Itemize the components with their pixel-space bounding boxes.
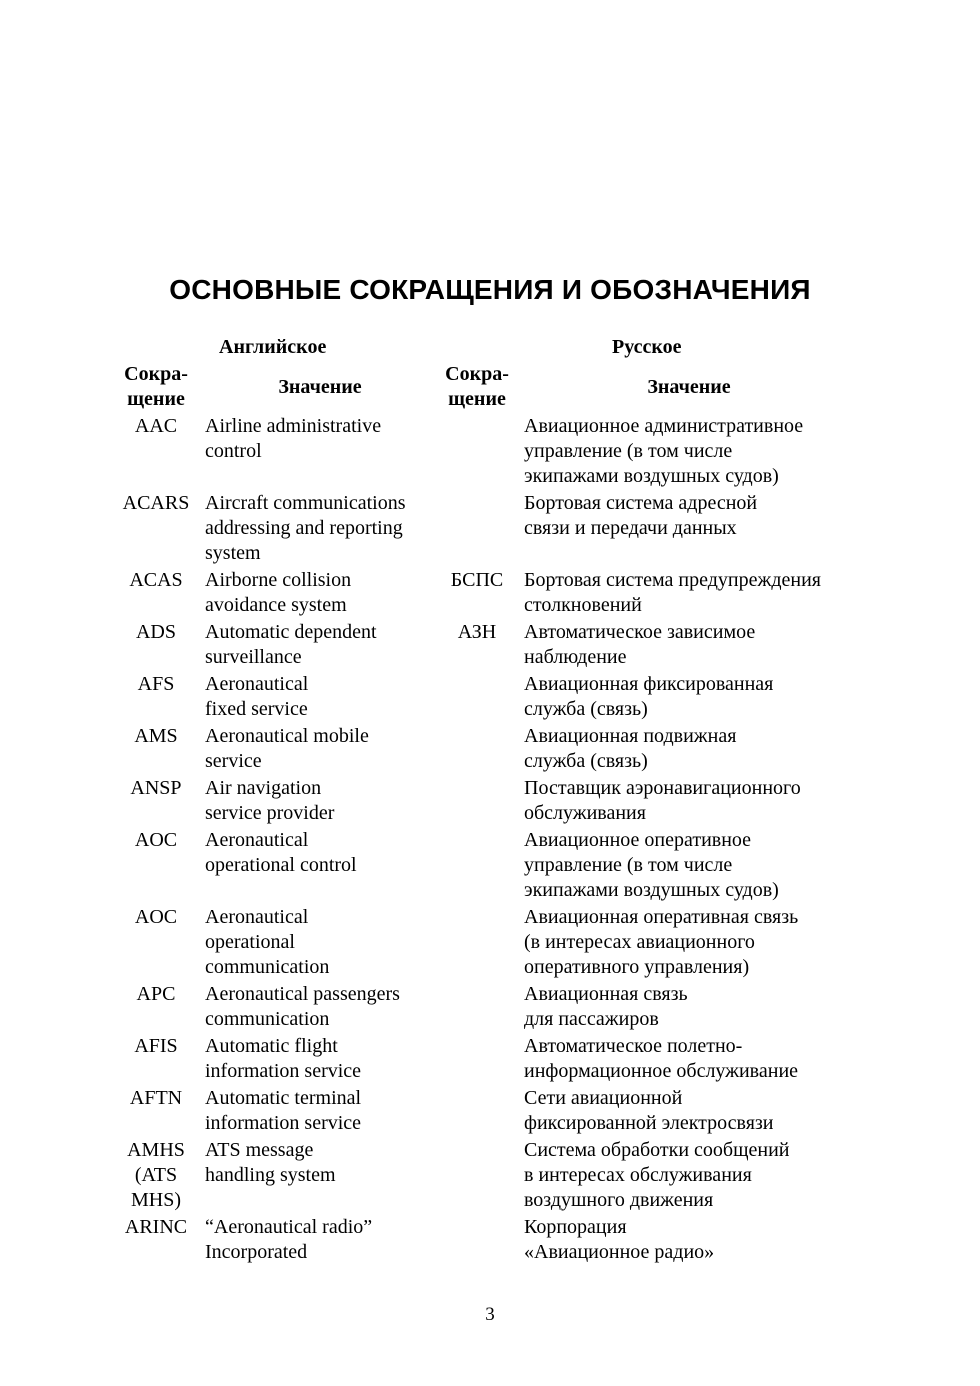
row-meaning-en: Aeronautical operational control <box>205 829 357 876</box>
row-meaning-ru: Сети авиационной фиксированной электросвязи <box>524 1087 774 1134</box>
row-meaning-en: Aircraft communications addressing and reporting system <box>205 492 406 564</box>
table-row <box>116 776 856 828</box>
abbreviations-table <box>116 334 856 1267</box>
row-abbr-en: ANSP <box>130 777 182 799</box>
row-meaning-en: Aeronautical passengers communication <box>205 983 400 1030</box>
row-meaning-en: Aeronautical fixed service <box>205 673 309 720</box>
header-meaning-ru: Значение <box>647 376 731 398</box>
row-meaning-ru: Авиационная фиксированная служба (связь) <box>524 673 774 720</box>
row-meaning-en: Automatic dependent surveillance <box>205 621 377 668</box>
table-row <box>116 905 856 982</box>
row-abbr-ru: БСПС <box>450 569 504 591</box>
table-row <box>116 724 856 776</box>
row-meaning-ru: Авиационная оперативная связь (в интересах авиационного оперативного управления) <box>524 906 799 978</box>
group-header-row <box>116 334 856 362</box>
row-abbr-en: ACARS <box>122 492 190 514</box>
table-row <box>116 1138 856 1215</box>
row-meaning-ru: Бортовая система адресной связи и передачи данных <box>524 492 758 539</box>
row-meaning-en: Air navigation service provider <box>205 777 335 824</box>
row-meaning-ru: Система обработки сообщений в интересах обслуживания воздушного движения <box>524 1139 790 1211</box>
row-meaning-ru: Поставщик аэронавигационного обслуживания <box>524 777 801 824</box>
table-row <box>116 1215 856 1267</box>
row-meaning-en: Aeronautical operational communication <box>205 906 330 978</box>
row-meaning-en: Aeronautical mobile service <box>205 725 369 772</box>
row-meaning-en: Automatic flight information service <box>205 1035 362 1082</box>
row-abbr-en: AMHS (ATS MHS) <box>127 1139 185 1211</box>
row-abbr-en: AOC <box>134 829 178 851</box>
row-abbr-ru: АЗН <box>457 621 497 643</box>
header-abbr-ru: Сокра- щение <box>445 363 509 410</box>
group-english: Английское <box>219 336 327 358</box>
row-meaning-ru: Авиационное оперативное управление (в том числе экипажами воздушных судов) <box>524 829 779 901</box>
table-row <box>116 414 856 491</box>
row-abbr-en: AOC <box>134 906 178 928</box>
table-row <box>116 568 856 620</box>
table-row <box>116 828 856 905</box>
row-abbr-en: ADS <box>135 621 176 643</box>
table-body <box>116 414 856 1267</box>
row-meaning-ru: Автоматическое полетно- информационное обслуживание <box>524 1035 799 1082</box>
row-meaning-en: “Aeronautical radio” Incorporated <box>205 1216 373 1263</box>
row-meaning-ru: Авиационная подвижная служба (связь) <box>524 725 737 772</box>
table-row <box>116 620 856 672</box>
row-abbr-en: AFS <box>137 673 175 695</box>
table-row <box>116 491 856 568</box>
table-row <box>116 1086 856 1138</box>
page-number: 3 <box>485 1304 495 1325</box>
header-abbr-en: Сокра- щение <box>124 363 188 410</box>
row-abbr-en: APC <box>136 983 176 1005</box>
table-row <box>116 1034 856 1086</box>
row-meaning-en: Airborne collision avoidance system <box>205 569 352 616</box>
row-abbr-en: ACAS <box>129 569 183 591</box>
column-header-row <box>116 362 856 414</box>
row-abbr-en: AMS <box>134 725 178 747</box>
row-abbr-en: AFIS <box>134 1035 178 1057</box>
row-meaning-en: ATS message handling system <box>205 1139 336 1186</box>
page-title: ОСНОВНЫЕ СОКРАЩЕНИЯ И ОБОЗНАЧЕНИЯ <box>169 274 811 305</box>
row-meaning-ru: Корпорация «Авиационное радио» <box>524 1216 715 1263</box>
row-meaning-ru: Авиационная связь для пассажиров <box>524 983 688 1030</box>
group-russian: Русское <box>612 336 682 358</box>
row-meaning-ru: Бортовая система предупреждения столкновений <box>524 569 821 616</box>
row-abbr-en: AAC <box>134 415 178 437</box>
row-meaning-en: Airline administrative control <box>205 415 382 462</box>
header-meaning-en: Значение <box>278 376 362 398</box>
row-abbr-en: AFTN <box>129 1087 183 1109</box>
row-meaning-ru: Автоматическое зависимое наблюдение <box>524 621 756 668</box>
row-meaning-ru: Авиационное административное управление (в том числе экипажами воздушных судов) <box>524 415 804 487</box>
row-meaning-en: Automatic terminal information service <box>205 1087 362 1134</box>
row-abbr-en: ARINC <box>124 1216 188 1238</box>
table-row <box>116 982 856 1034</box>
table-row <box>116 672 856 724</box>
